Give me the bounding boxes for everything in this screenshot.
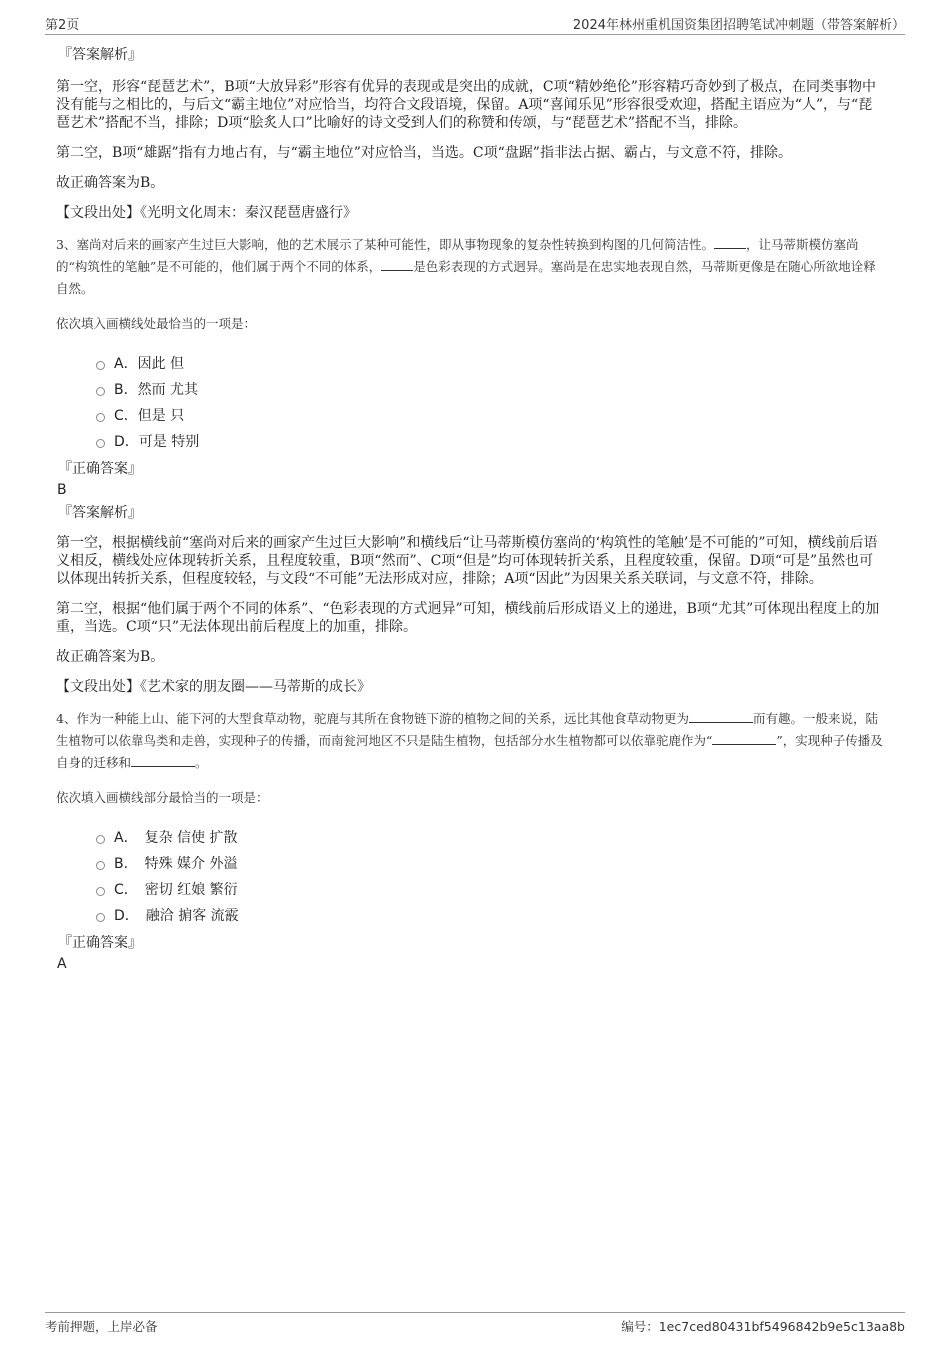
q4-option-d[interactable]: D． 融洽 掮客 流霰: [96, 902, 886, 928]
q4-options: [56, 824, 886, 928]
q2-source: 【文段出处】《光明文化周末：秦汉琵琶唐盛行》: [56, 205, 357, 221]
q3-analysis-p2: 第二空，根据“他们属于两个不同的体系”、“色彩表现的方式迥异”可知，横线前后形成语义上的递进，B项“尤其”可体现出程度上的加重，当选。C项“只”无法体现出前后程度上的加重，排除。: [56, 601, 880, 635]
document-code: 编号：1ec7ced80431bf5496842b9e5c13aa8b: [621, 1319, 905, 1334]
q4-stem: 4、作为一种能上山、能下河的大型食草动物，驼鹿与其所在食物链下游的植物之间的关系，远比其他食草动物更为 而有趣。一般来说，陆生植物可以依靠鸟类和走兽，实现种子的传播，而南瓮河地区不只是陆生植物，包括部分水生植物都可以依靠驼鹿作为“ ”，实现种子传播及自身的迁移和 。: [56, 711, 883, 770]
q2-analysis-p2: 第二空，B项“雄踞”指有力地占有，与“霸主地位”对应恰当，当选。C项“盘踞”指非法占据、霸占，与文意不符，排除。: [56, 145, 792, 161]
page-content: [56, 44, 886, 972]
page-number: 第2页: [45, 18, 80, 33]
q3-answer-label: 『正确答案』: [58, 461, 142, 477]
q4-option-c[interactable]: C． 密切 红娘 繁衍: [96, 876, 886, 902]
q3-option-a[interactable]: A．因此 但: [96, 350, 886, 376]
q3-analysis-label: 『答案解析』: [58, 505, 142, 521]
q4-option-b[interactable]: B． 特殊 媒介 外溢: [96, 850, 886, 876]
q4-ask: 依次填入画横线部分最恰当的一项是：: [56, 790, 269, 805]
q2-analysis-label: 『答案解析』: [58, 47, 142, 63]
radio-icon[interactable]: [96, 361, 105, 370]
q3-ask: 依次填入画横线处最恰当的一项是：: [56, 316, 257, 331]
radio-icon[interactable]: [96, 413, 105, 422]
radio-icon[interactable]: [96, 835, 105, 844]
q4-answer: A: [57, 956, 67, 972]
q3-analysis-p3: 故正确答案为B。: [56, 649, 165, 665]
q3-options: [56, 350, 886, 454]
radio-icon[interactable]: [96, 387, 105, 396]
q3-stem: 3、塞尚对后来的画家产生过巨大影响，他的艺术展示了某种可能性，即从事物现象的复杂性转换到构图的几何简洁性。 ，让马蒂斯模仿塞尚的“构筑性的笔触”是不可能的，他们属于两个不同的体系， 是色彩表现的方式迥异。塞尚是在忠实地表现自然，马蒂斯更像是在随心所欲地诠释自然。: [56, 237, 876, 296]
radio-icon[interactable]: [96, 439, 105, 448]
page-footer: [45, 1312, 905, 1338]
q3-source: 【文段出处】《艺术家的朋友圈——马蒂斯的成长》: [56, 679, 371, 695]
radio-icon[interactable]: [96, 913, 105, 922]
q2-analysis-p3: 故正确答案为B。: [56, 175, 165, 191]
q3-option-c[interactable]: C．但是 只: [96, 402, 886, 428]
document-title: 2024年林州重机国资集团招聘笔试冲刺题（带答案解析）: [572, 18, 905, 33]
footer-slogan: 考前押题，上岸必备: [45, 1319, 158, 1334]
q3-answer: B: [57, 482, 67, 498]
q3-analysis-p1: 第一空，根据横线前“塞尚对后来的画家产生过巨大影响”和横线后“让马蒂斯模仿塞尚的‘构筑性的笔触’是不可能的”可知，横线前后语义相反，横线处应体现转折关系，且程度较重，B项“然而”、C项“但是”均可体现转折关系，且程度较重，保留。D项“可是”虽然也可以体现出转折关系，但程度较轻，与文段“不可能”无法形成对应，排除；A项“因此”为因果关系关联词，与文意不符，排除。: [56, 535, 878, 587]
q3-option-d[interactable]: D．可是 特别: [96, 428, 886, 454]
radio-icon[interactable]: [96, 861, 105, 870]
q3-option-b[interactable]: B．然而 尤其: [96, 376, 886, 402]
page-header: [45, 14, 905, 35]
q4-option-a[interactable]: A． 复杂 信使 扩散: [96, 824, 886, 850]
q4-answer-label: 『正确答案』: [58, 935, 142, 951]
radio-icon[interactable]: [96, 887, 105, 896]
q2-analysis-p1: 第一空，形容“琵琶艺术”，B项“大放异彩”形容有优异的表现或是突出的成就，C项“精妙绝伦”形容精巧奇妙到了极点，在同类事物中没有能与之相比的，与后文“霸主地位”对应恰当，均符合文段语境，保留。A项“喜闻乐见”形容很受欢迎，搭配主语应为“人”，与“琵琶艺术”搭配不当，排除；D项“脍炙人口”比喻好的诗文受到人们的称赞和传颂，与“琵琶艺术”搭配不当，排除。: [56, 79, 876, 131]
